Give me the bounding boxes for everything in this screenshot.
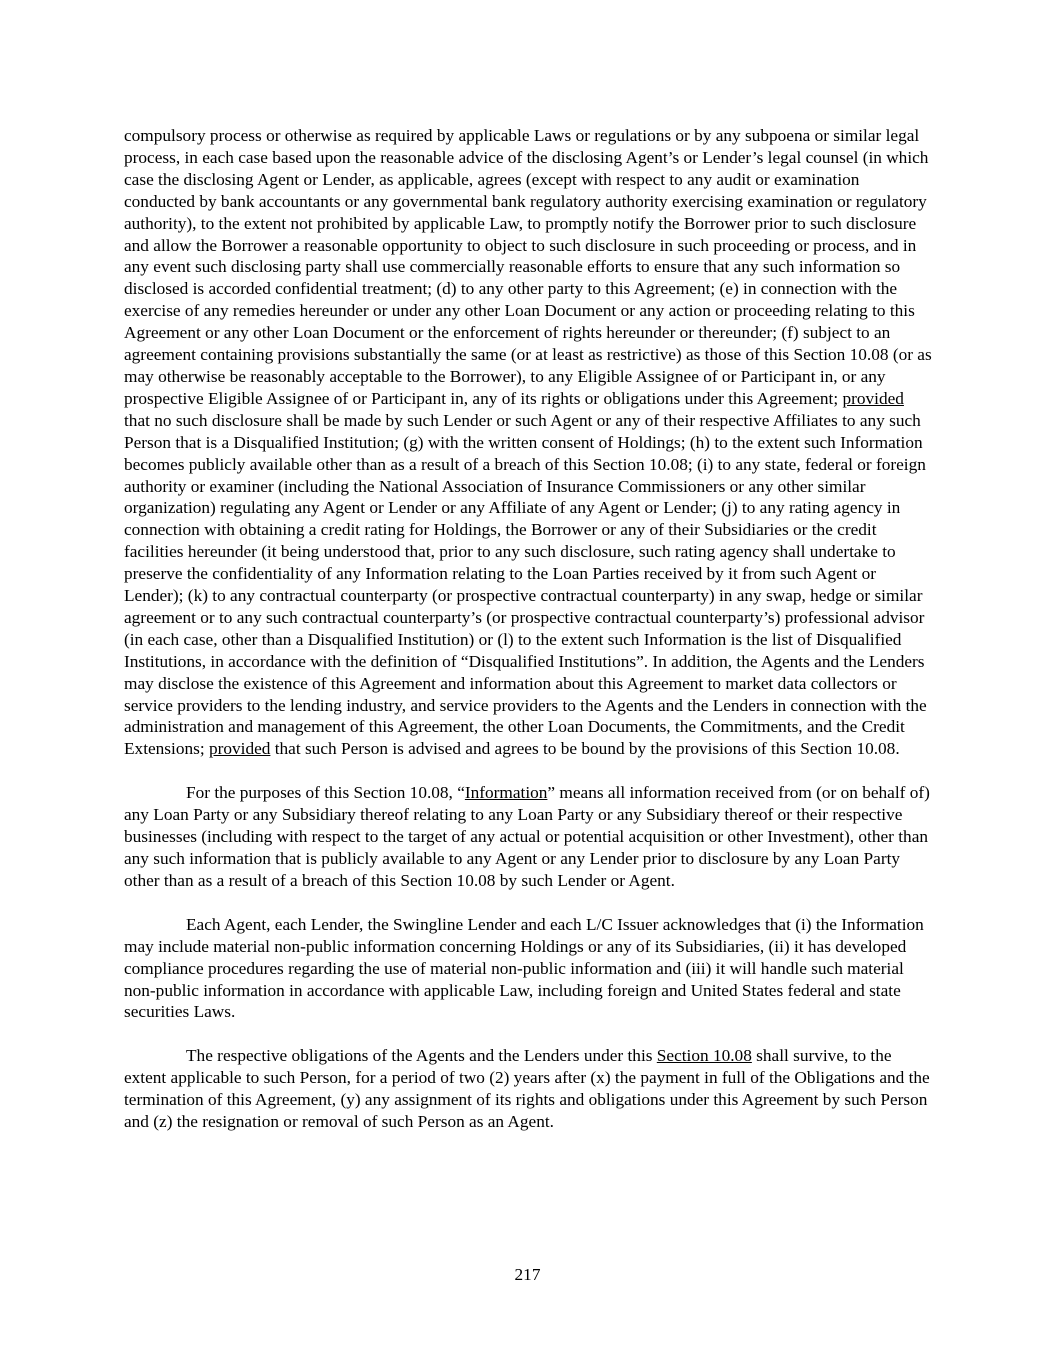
paragraph-acknowledgement xyxy=(124,914,934,1024)
paragraph-disclosure-exceptions xyxy=(124,125,934,760)
paragraph-text: shall survive, to the extent applicable to such Person, for a period of two (2) years after (x) the payment in full of the Obligations and the termination of this Agreement, (y) any assignment of its rights and obligations under this Agreement by such Person and (z) the resignation or removal of such Person as an Agent. xyxy=(124,1046,930,1132)
paragraph-text: that such Person is advised and agrees to be bound by the provisions of this Section 10.08. xyxy=(270,739,900,759)
paragraph-text: compulsory process or otherwise as required by applicable Laws or regulations or by any subpoena or similar legal process, in each case based upon the reasonable advice of the disclosing Agent’s or Lender’s legal counsel (in which case the disclosing Agent or Lender, as applicable, agrees (except with respect to any audit or examination conducted by bank accountants or any governmental bank regulatory authority exercising examination or regulatory authority), to the extent not prohibited by applicable Law, to promptly notify the Borrower prior to such disclosure and allow the Borrower a reasonable opportunity to object to such disclosure in such proceeding or process, and in any event such disclosing party shall use commercially reasonable efforts to ensure that any such information so disclosed is accorded confidential treatment; (d) to any other party to this Agreement; (e) in connection with the exercise of any remedies hereunder or under any other Loan Document or any action or proceeding relating to this Agreement or any other Loan Document or the enforcement of rights hereunder or thereunder; (f) subject to an agreement containing provisions substantially the same (or at least as restrictive) as those of this Section 10.08 (or as may otherwise be reasonably acceptable to the Borrower), to any Eligible Assignee of or Participant in, or any prospective Eligible Assignee of or Participant in, any of its rights or obligations under this Agreement; xyxy=(124,126,932,408)
paragraph-information-definition xyxy=(124,782,934,892)
provided-term: provided xyxy=(842,388,904,408)
defined-term-information: Information xyxy=(464,783,548,803)
paragraph-text: The respective obligations of the Agents and the Lenders under this xyxy=(186,1046,657,1066)
provided-term: provided xyxy=(208,739,271,759)
paragraph-survival xyxy=(124,1045,934,1133)
page-number: 217 xyxy=(514,1265,541,1284)
paragraph-text: ” means all information received from (or on behalf of) any Loan Party or any Subsidiary thereof relating to any Loan Party or any Subsidiary thereof or their respective businesses (including with respect to the target of any actual or potential acquisition or other Investment), other than any such information that is publicly available to any Agent or any Lender prior to disclosure by any Loan Party other than as a result of a breach of this Section 10.08 by such Lender or Agent. xyxy=(124,783,930,890)
section-reference: Section 10.08 xyxy=(656,1046,752,1066)
paragraph-text: For the purposes of this Section 10.08, “ xyxy=(186,783,465,803)
paragraph-text: that no such disclosure shall be made by such Lender or such Agent or any of their respective Affiliates to any such Person that is a Disqualified Institution; (g) with the written consent of Holdings; (h) to the extent such Information becomes publicly available other than as a result of a breach of this Section 10.08; (i) to any state, federal or foreign authority or examiner (including the National Association of Insurance Commissioners or any other similar organization) regulating any Agent or Lender or any Affiliate of any Agent or Lender; (j) to any rating agency in connection with obtaining a credit rating for Holdings, the Borrower or any of their Subsidiaries or the credit facilities hereunder (it being understood that, prior to any such disclosure, such rating agency shall undertake to preserve the confidentiality of any Information relating to the Loan Parties received by it from such Agent or Lender); (k) to any contractual counterparty (or prospective contractual counterparty) in any swap, hedge or similar agreement or to any such contractual counterparty’s (or prospective contractual counterparty’s) professional advisor (in each case, other than a Disqualified Institution) or (l) to the extent such Information is the list of Disqualified Institutions, in accordance with the definition of “Disqualified Institutions”. In addition, the Agents and the Lenders may disclose the existence of this Agreement and information about this Agreement to market data collectors or service providers to the lending industry, and service providers to the Agents and the Lenders in connection with the administration and management of this Agreement, the other Loan Documents, the Commitments, and the Credit Extensions; xyxy=(124,410,927,759)
paragraph-text: Each Agent, each Lender, the Swingline Lender and each L/C Issuer acknowledges that (i) the Information may include material non-public information concerning Holdings or any of its Subsidiaries, (ii) it has developed compliance procedures regarding the use of material non-public information and (iii) it will handle such material non-public information in accordance with applicable Law, including foreign and United States federal and state securities Laws. xyxy=(124,914,924,1022)
document-body xyxy=(124,125,934,1155)
